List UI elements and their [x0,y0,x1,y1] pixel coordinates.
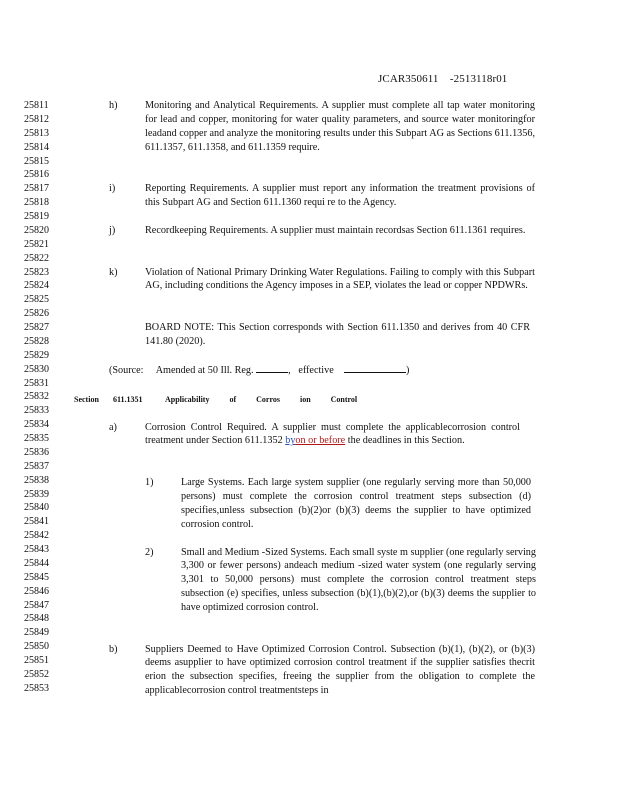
line-number: 25842 [24,530,49,542]
line-number: 25813 [24,127,49,139]
subsection-a1-text: Large Systems. Each large system supplier (one regularly serving more than 50,000 persons) must complete the corrosion control treatment steps subsection (d) specifies,unless subsection (b)(2)or (b)(3) deems the supplier to have optimized corrosion control. [181,477,531,530]
line-number: 25824 [24,280,49,292]
line-number: 25840 [24,502,49,514]
line-number: 25838 [24,474,49,486]
subsection-a1-label: 1) [145,477,154,489]
line-number: 25834 [24,419,49,431]
line-number: 25831 [24,377,49,389]
section-title: Applicability of Corros ion Control [165,395,358,404]
line-number: 25816 [24,169,49,181]
section-word: Section [74,395,99,404]
item-i-text: Reporting Requirements. A supplier must report any information the treatment provisions of this Subpart AG and Section 611.1360 requi re to the Agency. [145,183,535,209]
line-number: 25822 [24,252,49,264]
source-note: (Source: Amended at 50 Ill. Reg. , effective ) [109,364,410,376]
line-number: 25827 [24,322,49,333]
line-number: 25851 [24,655,49,666]
inserted-text: on or before [295,435,346,447]
subsection-b-label: b) [109,643,118,655]
line-number: 25835 [24,433,49,444]
item-h-text: Monitoring and Analytical Requirements. A supplier must complete all tap water monitoring for lead and copper, monitoring for water quality parameters, and source water monitoringfor leadand copper and analyze the monitoring results under this Subpart AG as Sections 611.1356, 611.1357, 611.1358, and 611.1359 require. [145,100,535,153]
line-number: 25823 [24,266,49,278]
line-number: 25815 [24,155,49,167]
line-number: 25829 [24,349,49,361]
line-number: 25850 [24,641,49,653]
item-k-label: k) [109,266,118,278]
subsection-a-text-before: Corrosion Control Required. A supplier must complete the applicablecorrosion control treatment under Section 611.1352 [145,421,520,447]
line-number: 25830 [24,363,49,375]
subsection-a2-label: 2) [145,546,154,558]
line-number: 25818 [24,197,49,209]
line-number: 25849 [24,627,49,639]
line-number: 25814 [24,141,49,153]
line-number: 25845 [24,571,49,583]
line-number: 25819 [24,211,49,222]
board-note: BOARD NOTE: This Section corresponds with Section 611.1350 and derives from 40 CFR 141.80 (2020). [145,322,530,347]
register-blank [256,363,288,373]
subsection-a-label: a) [109,421,117,433]
source-close: ) [405,364,410,376]
line-number: 25846 [24,585,49,597]
line-number: 25844 [24,557,49,569]
item-k-text: Violation of National Primary Drinking Water Regulations. Failing to comply with this Subpart AG, including conditions the Agency imposes in a SEP, violates the lead or copper NPDWRs. [145,266,535,292]
line-number: 25832 [24,391,49,403]
source-amended: Amended at 50 Ill. Reg. [155,364,254,376]
deleted-text: by [285,435,296,447]
line-number: 25843 [24,544,49,555]
line-number-column [24,99,49,696]
line-number: 25820 [24,224,49,236]
line-number: 25812 [24,113,49,125]
document-id-header: JCAR350611 -2513118r01 [378,73,508,85]
line-number: 25817 [24,183,49,195]
line-number: 25853 [24,682,49,694]
line-number: 25828 [24,335,49,347]
item-j-label: j) [109,224,116,236]
subsection-a-text [145,421,520,449]
subsection-a2-text: Small and Medium -Sized Systems. Each small syste m supplier (one regularly serving 3,300 or fewer persons) andeach medium -sized water system (one regularly serving 3,301 to 50,000 persons) must complete the corrosion control treatment steps subsection (e) specifies, unless subsection (b)(1),(b)(2),or (b)(3) deems the supplier to have optimized corrosion control. [181,546,536,613]
item-i-label: i) [109,183,116,195]
line-number: 25826 [24,308,49,320]
line-number: 25841 [24,516,49,528]
line-number: 25837 [24,460,49,472]
line-number: 25847 [24,599,49,611]
line-number: 25833 [24,405,49,417]
line-number: 25836 [24,446,49,458]
subsection-a-text-after: the deadlines in this Section. [345,435,465,447]
line-number: 25821 [24,238,49,250]
line-number: 25852 [24,668,49,680]
section-number: 611.1351 [113,395,143,404]
effective-date-blank [344,363,406,373]
line-number: 25848 [24,613,49,625]
line-number: 25811 [24,100,49,111]
source-effective: effective [298,364,334,376]
line-number: 25825 [24,294,49,306]
item-h-label: h) [109,100,118,111]
line-number: 25839 [24,488,49,500]
source-open: (Source: [109,364,144,376]
item-j-text: Recordkeeping Requirements. A supplier must maintain recordsas Section 611.1361 requires. [145,224,526,236]
subsection-b-text: Suppliers Deemed to Have Optimized Corrosion Control. Subsection (b)(1), (b)(2), or (b)(3) deems asupplier to have optimized corrosion control treatment if the supplier satisfies thecrit erion the subsection specifies, freeing the supplier from the obligation to complete the applicablecorrosion control treatmentsteps in [145,643,535,697]
